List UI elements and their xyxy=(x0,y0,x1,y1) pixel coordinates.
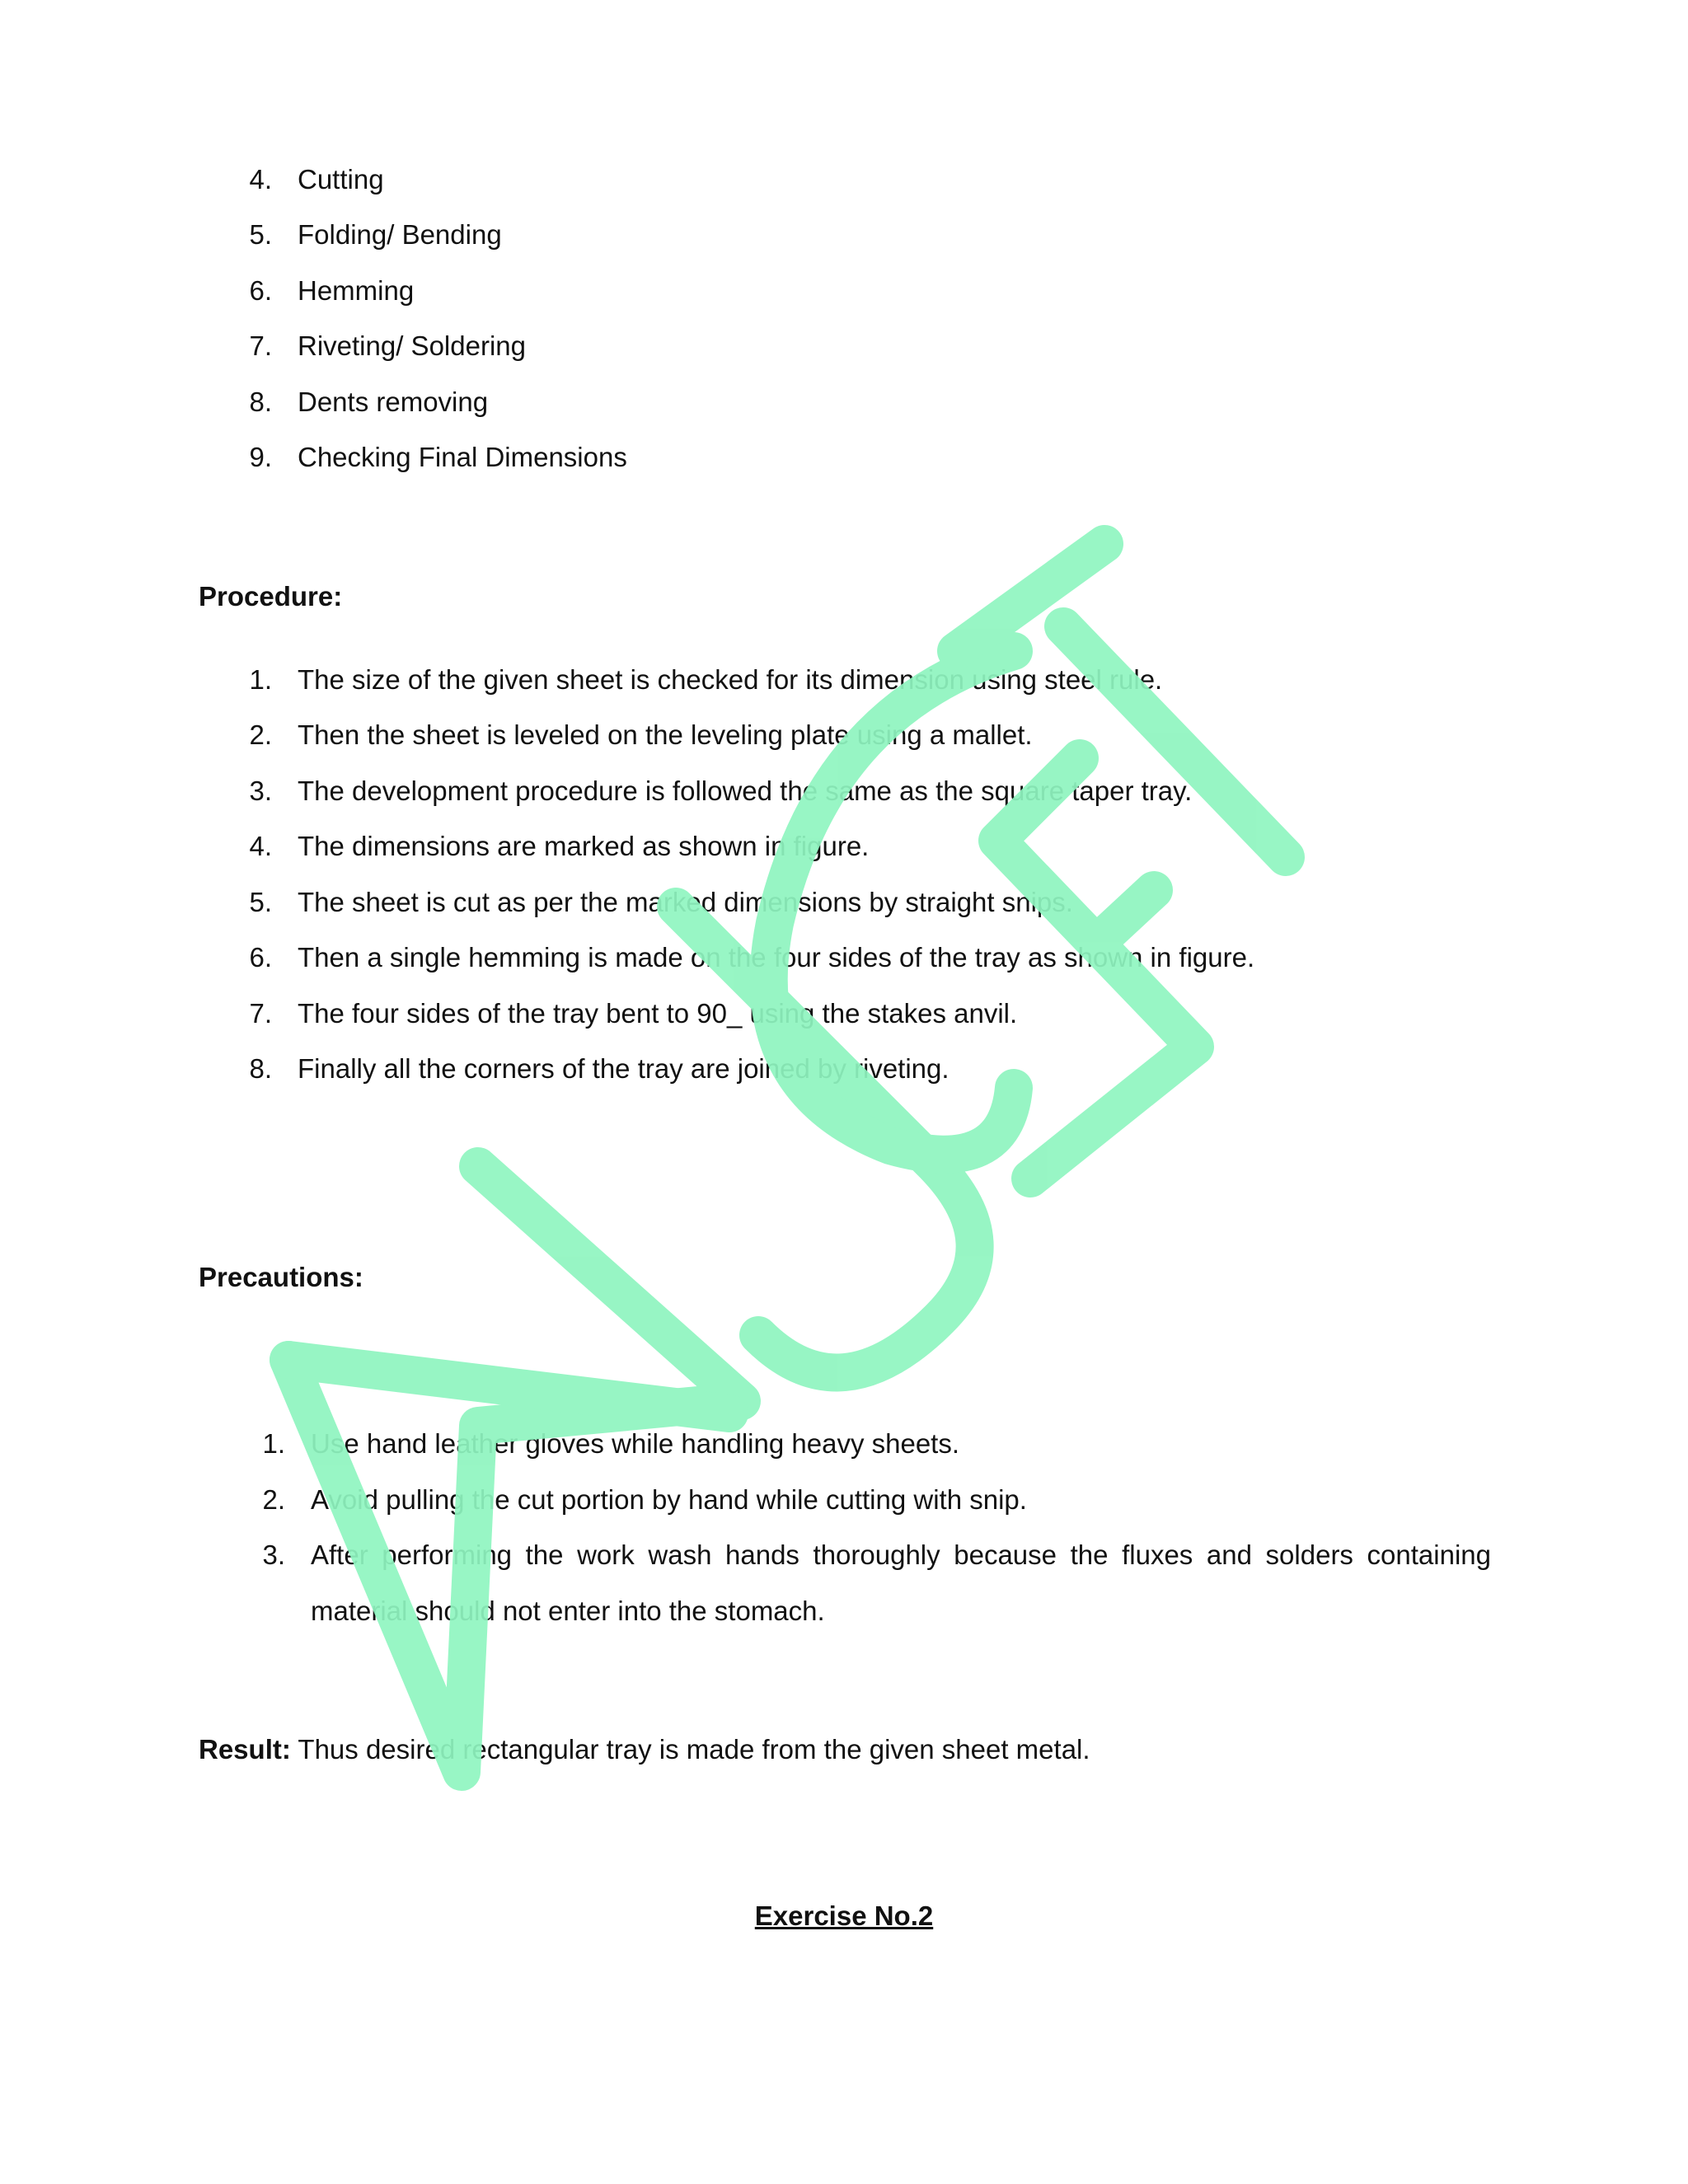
list-text: Finally all the corners of the tray are joined by riveting. xyxy=(298,1053,950,1084)
list-text: Dents removing xyxy=(298,387,489,417)
watermark-letter-j xyxy=(676,907,975,1372)
list-text: Use hand leather gloves while handling heavy sheets. xyxy=(311,1428,960,1459)
watermark-letter-m-outer xyxy=(288,1360,729,1413)
list-number: 8. xyxy=(249,1053,272,1084)
list-text: The development procedure is followed the same as the square taper tray. xyxy=(298,776,1193,806)
watermark-letter-t xyxy=(956,544,1286,857)
list-text: Then the sheet is leveled on the leveling plate using a mallet. xyxy=(298,719,1033,750)
list-text: The dimensions are marked as shown in figure. xyxy=(298,831,870,861)
list-number: 2. xyxy=(249,719,272,750)
result-paragraph xyxy=(199,1733,1090,1766)
list-text: The sheet is cut as per the marked dimensions by straight snips. xyxy=(298,887,1073,917)
list-number: 4. xyxy=(249,831,272,861)
list-text: Cutting xyxy=(298,164,384,194)
list-text: Avoid pulling the cut portion by hand while cutting with snip. xyxy=(311,1484,1027,1515)
list-number: 5. xyxy=(249,887,272,917)
list-text: Hemming xyxy=(298,275,415,306)
list-number: 6. xyxy=(249,275,272,306)
list-text: The size of the given sheet is checked for its dimension using steel rule. xyxy=(298,664,1163,695)
list-number: 4. xyxy=(249,164,272,194)
list-text: After performing the work wash hands thoroughly because the fluxes and solders containing xyxy=(311,1540,1491,1570)
result-label: Result: xyxy=(199,1734,291,1765)
list-text: Folding/ Bending xyxy=(298,219,502,250)
list-text: Then a single hemming is made on the four sides of the tray as shown in figure. xyxy=(298,942,1255,972)
result-text: Thus desired rectangular tray is made from the given sheet metal. xyxy=(290,1734,1090,1765)
list-number: 5. xyxy=(249,219,272,250)
list-number: 8. xyxy=(249,387,272,417)
list-number: 9. xyxy=(249,442,272,472)
list-number: 2. xyxy=(262,1484,285,1515)
list-number: 3. xyxy=(262,1540,285,1570)
procedure-heading: Procedure: xyxy=(199,581,343,612)
list-number: 1. xyxy=(249,664,272,695)
list-number: 1. xyxy=(262,1428,285,1459)
exercise-title: Exercise No.2 xyxy=(754,1900,934,1931)
list-text: Riveting/ Soldering xyxy=(298,330,526,361)
precautions-heading: Precautions: xyxy=(199,1262,363,1292)
list-text: The four sides of the tray bent to 90_ using the stakes anvil. xyxy=(298,998,1018,1029)
list-text: Checking Final Dimensions xyxy=(298,442,627,472)
list-number: 6. xyxy=(249,942,272,972)
watermark-letter-m xyxy=(288,1166,742,1772)
list-number: 7. xyxy=(249,330,272,361)
list-number: 7. xyxy=(249,998,272,1029)
list-text-continuation: material should not enter into the stomach. xyxy=(311,1596,825,1626)
list-number: 3. xyxy=(249,776,272,806)
